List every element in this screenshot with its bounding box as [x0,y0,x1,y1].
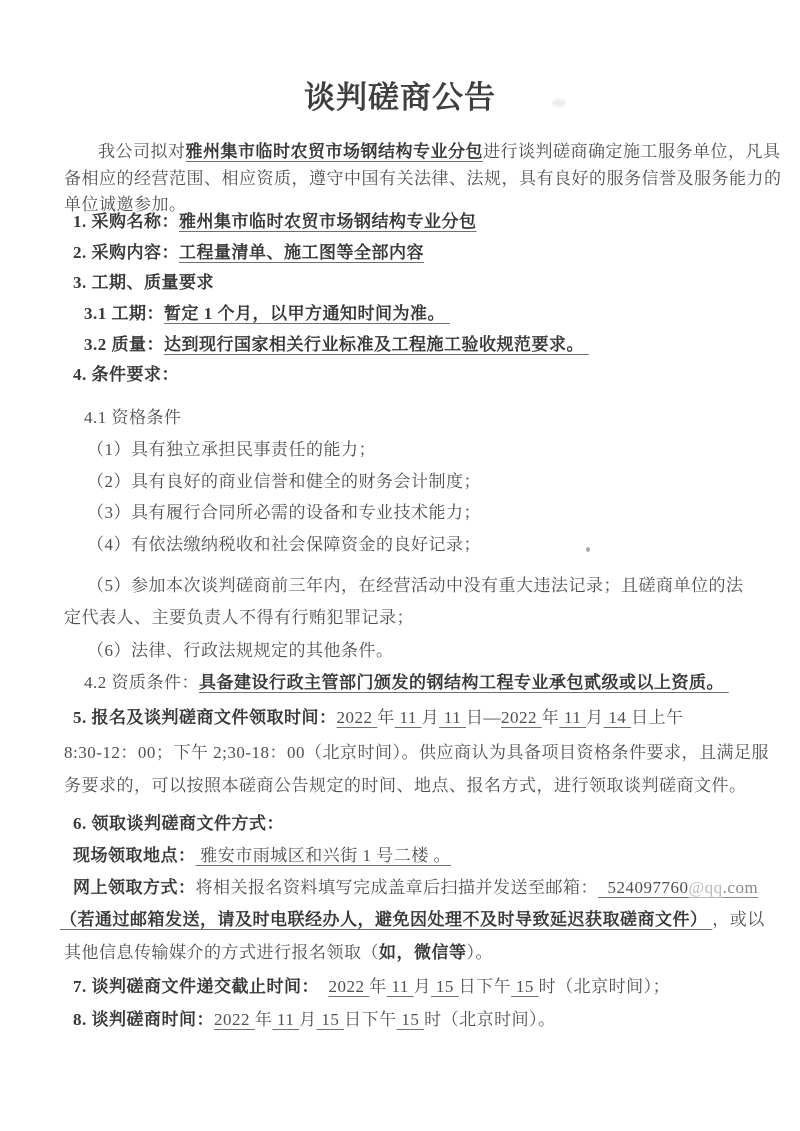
text-line [73,877,758,899]
text-line [73,813,284,835]
text-line [73,364,179,386]
text-line [87,575,744,597]
text-run: 4.1 资格条件 [84,408,182,427]
text-run: 工程量清单、施工图等全部内容 [179,243,424,262]
text-run: 3. 工期、质量要求 [73,273,214,292]
text-run: 雅州集市临时农贸市场钢结构专业分包 [185,142,483,161]
text-line [64,607,414,629]
text-run: 雅安市雨城区和兴街 1 号二楼 。 [195,846,451,865]
text-run: 如，微信等 [379,943,467,962]
text-run: 6. 领取谈判磋商文件方式： [73,814,284,833]
text-run: 单位诚邀参加。 [64,195,187,214]
text-run: （3）具有履行合同所必需的设备和专业技术能力； [87,503,481,522]
text-run: 月 [586,708,604,727]
text-line [87,534,481,556]
text-line [84,672,729,694]
text-line [73,242,424,264]
text-run: 7. 谈判磋商文件递交截止时间： [73,977,319,996]
text-run: 15 [431,977,459,996]
text-run: 11 [559,708,587,727]
text-run: 11 [394,708,422,727]
text-run: 年 [369,977,387,996]
text-run: 雅州集市临时农贸市场钢结构专业分包 [179,212,477,231]
text-run: （2）具有良好的商业信誉和健全的财务会计制度； [87,472,481,491]
text-run: 时（北京时间）； [538,977,671,996]
text-run: 时（北京时间）。 [424,1010,556,1029]
scan-artifact-smudge [552,99,566,107]
text-run: 14 [603,708,632,727]
text-line [87,471,481,493]
text-line [87,439,376,461]
text-run: 年 [541,708,560,727]
text-run: 8:30-12：00；下午 2;30-18：00（北京时间）。供应商认为具备项目资格条件要求，且满足服 [64,743,770,762]
text-run: 日下午 [458,977,512,996]
text-run: 我公司拟对 [98,142,186,161]
text-run: 3.1 工期： [84,304,164,323]
text-run [319,977,329,996]
text-run: 其他信息传输媒介的方式进行报名领取（ [64,943,379,962]
text-run: （4）有依法缴纳税收和社会保障资金的良好记录； [87,535,481,554]
text-run: 2022 [214,1010,255,1029]
text-line [73,1009,556,1031]
text-run: 2022 [336,708,378,727]
text-run: 11 [272,1010,300,1029]
text-line [60,909,765,931]
text-run: 月 [299,1010,317,1029]
text-run: 具备建设行政主管部门颁发的钢结构工程专业承包贰级或以上资质。 [199,673,729,692]
text-run: 2022 [328,977,370,996]
text-run: 15 [511,977,539,996]
document-title: 谈判磋商公告 [304,80,496,115]
text-run: .com [722,878,759,897]
text-run: 进行谈判磋商确定施工服务单位，凡具 [483,142,781,161]
text-line [64,942,493,964]
text-run: 11 [386,977,414,996]
text-run: 网上领取方式： [73,878,196,897]
text-line [87,640,394,662]
text-run: 8. 谈判磋商时间： [73,1010,214,1029]
text-run: 年 [254,1010,273,1029]
scan-artifact-dot [586,547,590,552]
text-run: 524097760 [598,878,689,897]
text-run: 5. 报名及谈判磋商文件领取时间： [73,708,337,727]
text-run: 备相应的经营范围、相应资质，遵守中国有关法律、法规，具有良好的服务信誉及服务能力的 [64,169,782,188]
text-run: 15 [396,1010,425,1029]
text-line [84,407,182,429]
text-line [73,211,477,233]
text-run: （1）具有独立承担民事责任的能力； [87,440,376,459]
text-run: 月 [413,977,432,996]
text-line [73,845,451,867]
text-run: 年 [377,708,395,727]
text-run: 4. 条件要求： [73,365,179,384]
text-line [64,742,769,764]
text-run: 日上午 [631,708,684,727]
text-run: ，或以 [712,910,765,929]
text-run: @qq [688,878,723,897]
text-run: （6）法律、行政法规规定的其他条件。 [87,641,394,660]
text-run: ）。 [466,943,493,962]
text-run: 4.2 资质条件： [84,673,199,692]
text-run: 2. 采购内容： [73,243,179,262]
text-run: 定代表人、主要负责人不得有行贿犯罪记录； [64,608,414,627]
text-line [87,502,481,524]
text-run: 日下午 [344,1010,397,1029]
text-run: 1. 采购名称： [73,212,179,231]
text-line [64,168,782,190]
text-run: （5）参加本次谈判磋商前三年内，在经营活动中没有重大违法记录；且磋商单位的法 [87,576,744,595]
text-run: 将相关报名资料填写完成盖章后扫描并发送至邮箱： [195,878,598,897]
text-run: 务要求的，可以按照本磋商公告规定的时间、地点、报名方式，进行领取谈判磋商文件。 [64,776,747,795]
text-run: 日— [466,708,501,727]
text-run: 11 [439,708,466,727]
text-line [84,334,589,356]
text-run: 15 [316,1010,345,1029]
text-run: 3.2 质量： [84,335,164,354]
text-run: 现场领取地点： [73,846,196,865]
text-line [98,141,781,163]
text-run: 2022 [501,708,542,727]
text-line [73,976,670,998]
text-line [84,303,450,325]
text-line [73,707,684,729]
text-run: 月 [421,708,440,727]
text-run: （若通过邮箱发送，请及时电联经办人，避免因处理不及时导致延迟获取磋商文件） [60,910,713,929]
text-run: 达到现行国家相关行业标准及工程施工验收规范要求。 [164,335,589,354]
text-line [73,272,214,294]
text-run: 暂定 1 个月，以甲方通知时间为准。 [164,304,450,323]
text-line [64,775,747,797]
